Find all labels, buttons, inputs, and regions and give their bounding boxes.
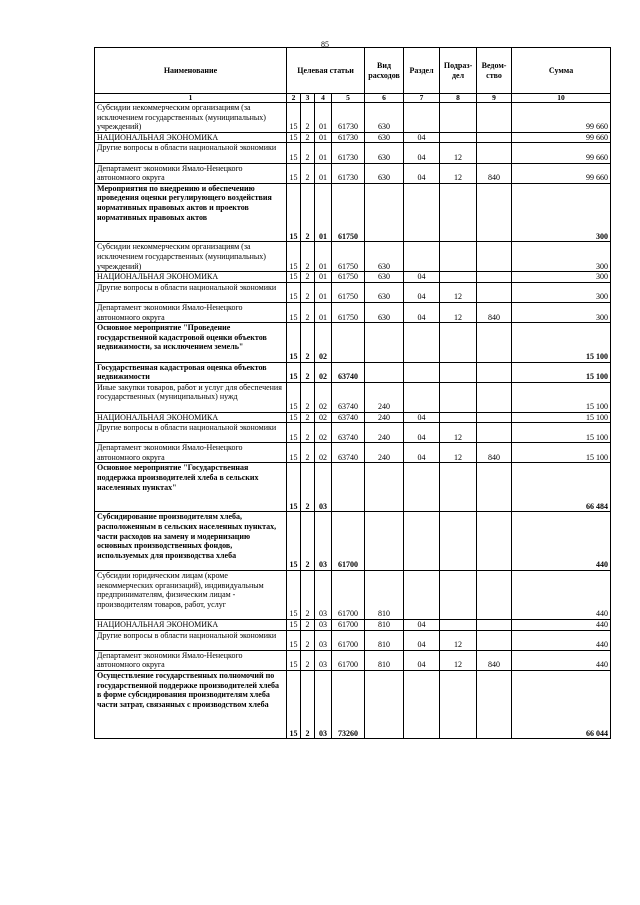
cell-subprogram: 2: [301, 423, 315, 443]
cell-direction: 61730: [332, 163, 365, 183]
cell-section: [404, 323, 440, 362]
cell-name: Департамент экономики Ямало-Ненецкого автономного округа: [95, 163, 287, 183]
cell-department: [477, 242, 512, 272]
cell-program: 15: [287, 412, 301, 423]
table-row: [95, 362, 611, 382]
cell-subsection: 12: [440, 443, 477, 463]
cell-department: [477, 571, 512, 620]
cell-sum: 300: [512, 282, 611, 302]
cell-expense-type: 810: [365, 650, 404, 670]
cell-expense-type: 630: [365, 163, 404, 183]
cell-subprogram: 2: [301, 103, 315, 133]
cell-department: [477, 423, 512, 443]
cell-direction: 63740: [332, 423, 365, 443]
cell-name: Субсидии юридическим лицам (кроме некоммерческих организаций), индивидуальным предпринимателям, физическим лицам - производителям товаров, работ, услуг: [95, 571, 287, 620]
cell-sum: 300: [512, 183, 611, 242]
cell-subsection: 12: [440, 650, 477, 670]
cell-department: [477, 620, 512, 631]
cell-section: 04: [404, 620, 440, 631]
header-name: Наименование: [95, 48, 287, 94]
cell-expense-type: 810: [365, 630, 404, 650]
cell-expense-type: 240: [365, 423, 404, 443]
column-number: 10: [512, 94, 611, 103]
cell-name: Субсидирование производителям хлеба, расположенным в сельских населенных пунктах, части расходов на замену и модернизацию основных производственных фондов, используемых для производства хлеба: [95, 512, 287, 571]
cell-program: 15: [287, 571, 301, 620]
cell-name: Государственная кадастровая оценка объектов недвижимости: [95, 362, 287, 382]
cell-section: [404, 103, 440, 133]
cell-expense-type: 630: [365, 242, 404, 272]
table-row: [95, 571, 611, 620]
cell-name: Субсидии некоммерческим организациям (за исключением государственных (муниципальных) учреждений): [95, 103, 287, 133]
cell-department: 840: [477, 302, 512, 322]
cell-expense-type: [365, 362, 404, 382]
cell-name: Другие вопросы в области национальной экономики: [95, 282, 287, 302]
cell-sum: 15 100: [512, 412, 611, 423]
cell-department: [477, 362, 512, 382]
table-row: [95, 630, 611, 650]
cell-program: 15: [287, 671, 301, 739]
cell-measure: 03: [315, 630, 332, 650]
cell-department: [477, 671, 512, 739]
cell-program: 15: [287, 512, 301, 571]
cell-name: НАЦИОНАЛЬНАЯ ЭКОНОМИКА: [95, 132, 287, 143]
cell-measure: 01: [315, 143, 332, 163]
cell-subsection: 12: [440, 143, 477, 163]
cell-section: [404, 571, 440, 620]
cell-measure: 02: [315, 362, 332, 382]
cell-section: 04: [404, 272, 440, 283]
cell-expense-type: 630: [365, 272, 404, 283]
cell-sum: 440: [512, 571, 611, 620]
cell-department: [477, 282, 512, 302]
cell-measure: 03: [315, 620, 332, 631]
cell-measure: 03: [315, 512, 332, 571]
cell-measure: 03: [315, 463, 332, 512]
cell-sum: 440: [512, 650, 611, 670]
cell-section: [404, 671, 440, 739]
column-number: 2: [287, 94, 301, 103]
cell-direction: 61730: [332, 103, 365, 133]
cell-subprogram: 2: [301, 143, 315, 163]
cell-subprogram: 2: [301, 282, 315, 302]
cell-sum: 99 660: [512, 103, 611, 133]
cell-measure: 01: [315, 132, 332, 143]
cell-sum: 15 100: [512, 443, 611, 463]
cell-subsection: [440, 132, 477, 143]
cell-section: 04: [404, 443, 440, 463]
cell-name: Мероприятия по внедрению и обеспечению проведения оценки регулирующего воздействия нормативных правовых актов и проектов нормативных правовых актов: [95, 183, 287, 242]
cell-measure: 01: [315, 103, 332, 133]
cell-sum: 99 660: [512, 143, 611, 163]
header-exp-type: Вид расходов: [365, 48, 404, 94]
cell-sum: 440: [512, 630, 611, 650]
table-row: [95, 382, 611, 412]
cell-section: 04: [404, 650, 440, 670]
cell-expense-type: 810: [365, 620, 404, 631]
column-number: 8: [440, 94, 477, 103]
cell-sum: 15 100: [512, 362, 611, 382]
table-row: [95, 183, 611, 242]
cell-subsection: 12: [440, 163, 477, 183]
cell-department: [477, 272, 512, 283]
table-row: [95, 443, 611, 463]
header-sum: Сумма: [512, 48, 611, 94]
cell-subprogram: 2: [301, 412, 315, 423]
cell-department: [477, 630, 512, 650]
cell-expense-type: [365, 671, 404, 739]
cell-direction: 61750: [332, 302, 365, 322]
cell-subprogram: 2: [301, 272, 315, 283]
cell-department: [477, 132, 512, 143]
cell-section: 04: [404, 282, 440, 302]
cell-measure: 01: [315, 163, 332, 183]
cell-name: НАЦИОНАЛЬНАЯ ЭКОНОМИКА: [95, 412, 287, 423]
cell-subsection: 12: [440, 282, 477, 302]
cell-sum: 66 044: [512, 671, 611, 739]
cell-direction: 61750: [332, 282, 365, 302]
cell-name: Основное мероприятие "Государственная поддержка производителей хлеба в сельских населенных пунктах": [95, 463, 287, 512]
cell-sum: 99 660: [512, 132, 611, 143]
header-subsection: Подраз-дел: [440, 48, 477, 94]
table-body: [95, 103, 611, 739]
table-row: [95, 103, 611, 133]
cell-subsection: 12: [440, 302, 477, 322]
table-row: [95, 143, 611, 163]
cell-measure: 02: [315, 443, 332, 463]
page-number: 85: [321, 40, 329, 49]
cell-direction: 61730: [332, 143, 365, 163]
cell-direction: 61700: [332, 630, 365, 650]
cell-measure: 02: [315, 382, 332, 412]
cell-subprogram: 2: [301, 323, 315, 362]
cell-name: Другие вопросы в области национальной экономики: [95, 143, 287, 163]
cell-direction: 61750: [332, 242, 365, 272]
cell-expense-type: [365, 183, 404, 242]
cell-expense-type: [365, 512, 404, 571]
column-number: 6: [365, 94, 404, 103]
header-department: Ведом-ство: [477, 48, 512, 94]
cell-subsection: [440, 571, 477, 620]
cell-direction: 61700: [332, 650, 365, 670]
cell-subprogram: 2: [301, 362, 315, 382]
cell-direction: 63740: [332, 443, 365, 463]
cell-section: [404, 242, 440, 272]
cell-program: 15: [287, 650, 301, 670]
cell-name: Иные закупки товаров, работ и услуг для обеспечения государственных (муниципальных) нужд: [95, 382, 287, 412]
cell-name: Департамент экономики Ямало-Ненецкого автономного округа: [95, 302, 287, 322]
column-number-row: [95, 94, 611, 103]
table-row: [95, 272, 611, 283]
cell-sum: 440: [512, 512, 611, 571]
cell-program: 15: [287, 382, 301, 412]
table-row: [95, 242, 611, 272]
cell-section: 04: [404, 163, 440, 183]
cell-expense-type: 240: [365, 382, 404, 412]
table-row: [95, 282, 611, 302]
cell-subsection: 12: [440, 630, 477, 650]
cell-name: Осуществление государственных полномочий по государственной поддержке производителей хлеба в форме субсидирования производителям хлеба части затрат, связанных с производством хлеба: [95, 671, 287, 739]
cell-subprogram: 2: [301, 650, 315, 670]
cell-expense-type: 240: [365, 412, 404, 423]
cell-program: 15: [287, 302, 301, 322]
cell-subprogram: 2: [301, 620, 315, 631]
cell-measure: 02: [315, 423, 332, 443]
cell-direction: 73260: [332, 671, 365, 739]
cell-subprogram: 2: [301, 512, 315, 571]
cell-department: [477, 183, 512, 242]
cell-subprogram: 2: [301, 242, 315, 272]
cell-program: 15: [287, 143, 301, 163]
cell-program: 15: [287, 132, 301, 143]
cell-subsection: [440, 412, 477, 423]
cell-program: 15: [287, 443, 301, 463]
cell-subsection: [440, 463, 477, 512]
cell-subprogram: 2: [301, 163, 315, 183]
header-section: Раздел: [404, 48, 440, 94]
cell-sum: 300: [512, 272, 611, 283]
cell-name: Другие вопросы в области национальной экономики: [95, 630, 287, 650]
cell-direction: 63740: [332, 382, 365, 412]
cell-department: [477, 512, 512, 571]
cell-section: 04: [404, 630, 440, 650]
cell-expense-type: 630: [365, 282, 404, 302]
cell-name: НАЦИОНАЛЬНАЯ ЭКОНОМИКА: [95, 620, 287, 631]
cell-measure: 02: [315, 323, 332, 362]
cell-expense-type: 630: [365, 302, 404, 322]
cell-program: 15: [287, 362, 301, 382]
cell-program: 15: [287, 103, 301, 133]
cell-name: Субсидии некоммерческим организациям (за исключением государственных (муниципальных) учреждений): [95, 242, 287, 272]
cell-section: 04: [404, 143, 440, 163]
cell-name: Департамент экономики Ямало-Ненецкого автономного округа: [95, 650, 287, 670]
cell-sum: 15 100: [512, 382, 611, 412]
cell-measure: 01: [315, 282, 332, 302]
cell-department: [477, 382, 512, 412]
cell-sum: 99 660: [512, 163, 611, 183]
cell-department: [477, 323, 512, 362]
cell-department: [477, 143, 512, 163]
cell-section: [404, 183, 440, 242]
cell-direction: 61700: [332, 571, 365, 620]
cell-direction: [332, 323, 365, 362]
column-number: 9: [477, 94, 512, 103]
table-row: [95, 163, 611, 183]
cell-program: 15: [287, 630, 301, 650]
cell-measure: 03: [315, 571, 332, 620]
cell-measure: 03: [315, 671, 332, 739]
cell-program: 15: [287, 463, 301, 512]
cell-direction: 63740: [332, 362, 365, 382]
table-row: [95, 463, 611, 512]
cell-program: 15: [287, 163, 301, 183]
cell-department: [477, 103, 512, 133]
cell-subsection: 12: [440, 423, 477, 443]
cell-direction: 61750: [332, 272, 365, 283]
cell-measure: 01: [315, 183, 332, 242]
cell-name: Основное мероприятие "Проведение государственной кадастровой оценки объектов недвижимости, за исключением земель": [95, 323, 287, 362]
table-row: [95, 323, 611, 362]
cell-section: [404, 382, 440, 412]
cell-program: 15: [287, 242, 301, 272]
cell-expense-type: [365, 463, 404, 512]
cell-measure: 01: [315, 272, 332, 283]
cell-subprogram: 2: [301, 443, 315, 463]
cell-measure: 03: [315, 650, 332, 670]
cell-sum: 440: [512, 620, 611, 631]
cell-expense-type: 630: [365, 103, 404, 133]
cell-subsection: [440, 620, 477, 631]
cell-measure: 01: [315, 242, 332, 272]
cell-subprogram: 2: [301, 183, 315, 242]
budget-table: [94, 47, 611, 739]
table-row: [95, 650, 611, 670]
cell-direction: 61700: [332, 620, 365, 631]
cell-section: [404, 512, 440, 571]
table-row: [95, 423, 611, 443]
cell-department: 840: [477, 650, 512, 670]
cell-expense-type: [365, 323, 404, 362]
cell-subsection: [440, 512, 477, 571]
cell-subsection: [440, 323, 477, 362]
cell-program: 15: [287, 423, 301, 443]
cell-subsection: [440, 671, 477, 739]
table-row: [95, 620, 611, 631]
cell-sum: 66 484: [512, 463, 611, 512]
cell-section: 04: [404, 412, 440, 423]
cell-program: 15: [287, 272, 301, 283]
cell-name: Другие вопросы в области национальной экономики: [95, 423, 287, 443]
table-row: [95, 512, 611, 571]
cell-subprogram: 2: [301, 630, 315, 650]
cell-subprogram: 2: [301, 132, 315, 143]
table-row: [95, 302, 611, 322]
table-row: [95, 132, 611, 143]
cell-measure: 02: [315, 412, 332, 423]
cell-subsection: [440, 183, 477, 242]
cell-direction: 61750: [332, 183, 365, 242]
cell-section: 04: [404, 132, 440, 143]
cell-subsection: [440, 382, 477, 412]
cell-measure: 01: [315, 302, 332, 322]
column-number: 1: [95, 94, 287, 103]
cell-sum: 300: [512, 242, 611, 272]
cell-subprogram: 2: [301, 671, 315, 739]
cell-name: НАЦИОНАЛЬНАЯ ЭКОНОМИКА: [95, 272, 287, 283]
cell-section: 04: [404, 302, 440, 322]
cell-name: Департамент экономики Ямало-Ненецкого автономного округа: [95, 443, 287, 463]
cell-direction: [332, 463, 365, 512]
cell-expense-type: 810: [365, 571, 404, 620]
table-row: [95, 412, 611, 423]
cell-direction: 61700: [332, 512, 365, 571]
cell-sum: 15 100: [512, 423, 611, 443]
cell-subprogram: 2: [301, 302, 315, 322]
column-number: 4: [315, 94, 332, 103]
cell-program: 15: [287, 183, 301, 242]
cell-subsection: [440, 103, 477, 133]
cell-department: 840: [477, 443, 512, 463]
column-number: 5: [332, 94, 365, 103]
cell-subsection: [440, 272, 477, 283]
cell-subprogram: 2: [301, 382, 315, 412]
cell-program: 15: [287, 620, 301, 631]
column-number: 7: [404, 94, 440, 103]
cell-department: [477, 463, 512, 512]
cell-section: 04: [404, 423, 440, 443]
header-row: [95, 48, 611, 94]
cell-program: 15: [287, 282, 301, 302]
cell-department: 840: [477, 163, 512, 183]
cell-program: 15: [287, 323, 301, 362]
cell-section: [404, 463, 440, 512]
cell-expense-type: 630: [365, 132, 404, 143]
cell-expense-type: 630: [365, 143, 404, 163]
cell-sum: 15 100: [512, 323, 611, 362]
cell-department: [477, 412, 512, 423]
cell-subprogram: 2: [301, 463, 315, 512]
cell-section: [404, 362, 440, 382]
cell-sum: 300: [512, 302, 611, 322]
cell-direction: 63740: [332, 412, 365, 423]
column-number: 3: [301, 94, 315, 103]
cell-subsection: [440, 242, 477, 272]
header-target: Целевая статьи: [287, 48, 365, 94]
cell-subprogram: 2: [301, 571, 315, 620]
cell-direction: 61730: [332, 132, 365, 143]
cell-expense-type: 240: [365, 443, 404, 463]
cell-subsection: [440, 362, 477, 382]
table-row: [95, 671, 611, 739]
